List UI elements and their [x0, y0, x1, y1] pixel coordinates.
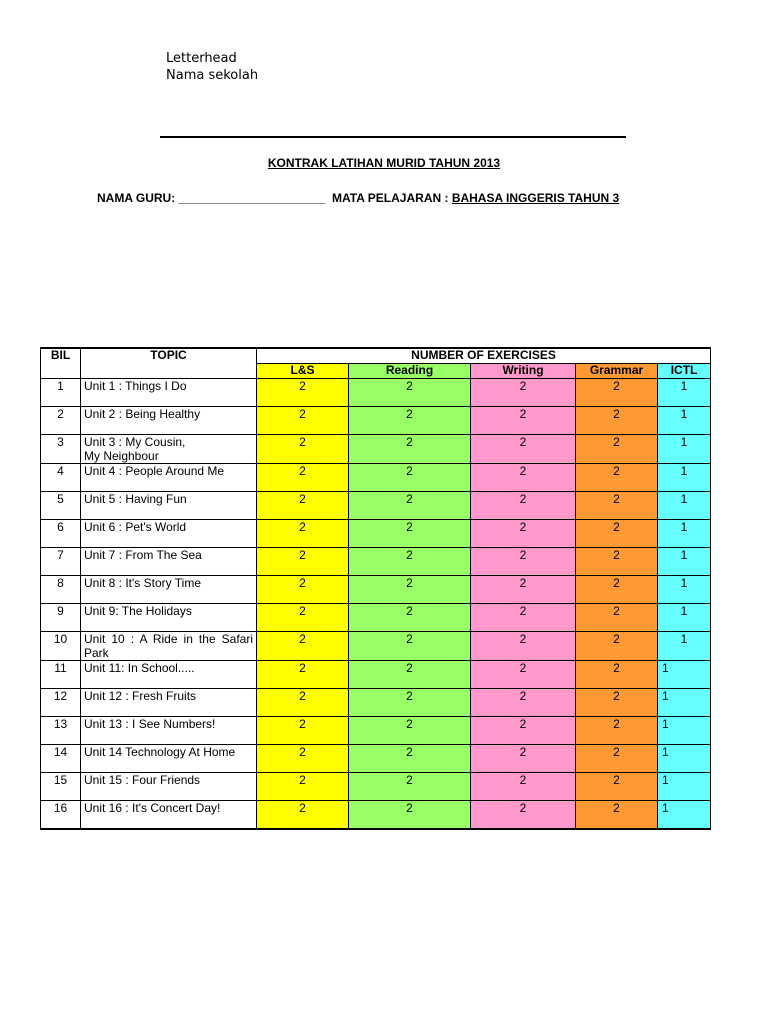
reading-count: 2	[349, 407, 471, 435]
table-row	[41, 689, 711, 717]
ictl-count: 1	[658, 632, 711, 661]
row-number: 7	[41, 548, 81, 576]
grammar-count: 2	[576, 379, 658, 407]
writing-count: 2	[471, 520, 576, 548]
row-number: 16	[41, 801, 81, 830]
row-number: 1	[41, 379, 81, 407]
topic-text: Unit 15 : Four Friends	[84, 773, 201, 787]
writing-count: 2	[471, 717, 576, 745]
table-row	[41, 604, 711, 632]
grammar-count: 2	[576, 745, 658, 773]
topic-text: Unit 14 Technology At Home	[84, 745, 236, 759]
header-number-of-exercises: NUMBER OF EXERCISES	[257, 348, 711, 364]
table-row	[41, 492, 711, 520]
topic-text: Unit 11: In School.....	[84, 661, 195, 675]
reading-count: 2	[349, 548, 471, 576]
writing-count: 2	[471, 689, 576, 717]
ls-count: 2	[257, 520, 349, 548]
grammar-count: 2	[576, 464, 658, 492]
row-topic	[81, 717, 257, 745]
table-row	[41, 773, 711, 801]
row-topic	[81, 492, 257, 520]
writing-count: 2	[471, 379, 576, 407]
grammar-count: 2	[576, 435, 658, 464]
reading-count: 2	[349, 661, 471, 689]
table-row	[41, 632, 711, 661]
row-topic	[81, 689, 257, 717]
table-row	[41, 407, 711, 435]
ictl-count: 1	[658, 520, 711, 548]
table-row	[41, 801, 711, 830]
grammar-count: 2	[576, 632, 658, 661]
reading-count: 2	[349, 689, 471, 717]
ls-count: 2	[257, 576, 349, 604]
writing-count: 2	[471, 576, 576, 604]
row-topic	[81, 548, 257, 576]
table-row	[41, 548, 711, 576]
school-name: Nama sekolah	[166, 68, 259, 83]
reading-count: 2	[349, 801, 471, 830]
grammar-count: 2	[576, 661, 658, 689]
grammar-count: 2	[576, 492, 658, 520]
ls-count: 2	[257, 407, 349, 435]
ictl-count: 1	[658, 464, 711, 492]
topic-text: Unit 9: The Holidays	[84, 604, 192, 618]
header-topic: TOPIC	[81, 348, 257, 379]
ictl-count: 1	[658, 661, 711, 689]
ls-count: 2	[257, 492, 349, 520]
ls-count: 2	[257, 604, 349, 632]
topic-text: Unit 12 : Fresh Fruits	[84, 689, 197, 703]
reading-count: 2	[349, 435, 471, 464]
row-number: 5	[41, 492, 81, 520]
row-number: 2	[41, 407, 81, 435]
row-topic	[81, 604, 257, 632]
writing-count: 2	[471, 407, 576, 435]
ictl-count: 1	[658, 548, 711, 576]
topic-text: Unit 5 : Having Fun	[84, 492, 187, 506]
row-topic	[81, 576, 257, 604]
grammar-count: 2	[576, 604, 658, 632]
row-number: 15	[41, 773, 81, 801]
grammar-count: 2	[576, 520, 658, 548]
reading-count: 2	[349, 520, 471, 548]
grammar-count: 2	[576, 576, 658, 604]
writing-count: 2	[471, 464, 576, 492]
row-number: 3	[41, 435, 81, 464]
table-body	[41, 379, 711, 830]
ls-count: 2	[257, 801, 349, 830]
table-row	[41, 661, 711, 689]
reading-count: 2	[349, 745, 471, 773]
ls-count: 2	[257, 379, 349, 407]
table-row	[41, 464, 711, 492]
topic-text: Unit 3 : My Cousin,	[84, 435, 186, 449]
ictl-count: 1	[658, 576, 711, 604]
document-title: KONTRAK LATIHAN MURID TAHUN 2013	[267, 156, 501, 170]
ictl-count: 1	[658, 745, 711, 773]
row-number: 8	[41, 576, 81, 604]
grammar-count: 2	[576, 717, 658, 745]
ls-count: 2	[257, 548, 349, 576]
row-topic	[81, 379, 257, 407]
writing-count: 2	[471, 632, 576, 661]
header-ls: L&S	[257, 364, 349, 379]
writing-count: 2	[471, 604, 576, 632]
ictl-count: 1	[658, 407, 711, 435]
row-number: 10	[41, 632, 81, 661]
grammar-count: 2	[576, 689, 658, 717]
reading-count: 2	[349, 604, 471, 632]
grammar-count: 2	[576, 407, 658, 435]
letterhead	[166, 50, 258, 84]
topic-text: Unit 10 : A Ride in the Safari Park	[84, 632, 253, 660]
table-row	[41, 435, 711, 464]
row-topic	[81, 520, 257, 548]
row-topic	[81, 745, 257, 773]
writing-count: 2	[471, 435, 576, 464]
reading-count: 2	[349, 632, 471, 661]
header-ictl: ICTL	[658, 364, 711, 379]
row-number: 4	[41, 464, 81, 492]
writing-count: 2	[471, 801, 576, 830]
ls-count: 2	[257, 435, 349, 464]
grammar-count: 2	[576, 801, 658, 830]
reading-count: 2	[349, 464, 471, 492]
ictl-count: 1	[658, 717, 711, 745]
subject-value: BAHASA INGGERIS TAHUN 3	[451, 191, 620, 205]
topic-text: Unit 8 : It's Story Time	[84, 576, 201, 590]
row-topic	[81, 632, 257, 661]
reading-count: 2	[349, 773, 471, 801]
row-number: 9	[41, 604, 81, 632]
header-divider	[160, 136, 626, 138]
ls-count: 2	[257, 661, 349, 689]
grammar-count: 2	[576, 773, 658, 801]
ictl-count: 1	[658, 689, 711, 717]
letterhead-label: Letterhead	[166, 51, 237, 66]
teacher-label: NAMA GURU: ______________________ MATA PELAJARAN :	[97, 191, 452, 205]
writing-count: 2	[471, 773, 576, 801]
reading-count: 2	[349, 492, 471, 520]
topic-text: Unit 4 : People Around Me	[84, 464, 225, 478]
row-number: 12	[41, 689, 81, 717]
topic-text: Unit 1 : Things I Do	[84, 379, 187, 393]
reading-count: 2	[349, 717, 471, 745]
table-row	[41, 379, 711, 407]
ls-count: 2	[257, 632, 349, 661]
row-number: 11	[41, 661, 81, 689]
table-row	[41, 520, 711, 548]
ictl-count: 1	[658, 435, 711, 464]
row-number: 14	[41, 745, 81, 773]
ls-count: 2	[257, 773, 349, 801]
row-topic	[81, 801, 257, 830]
topic-text: Unit 6 : Pet's World	[84, 520, 187, 534]
ictl-count: 1	[658, 492, 711, 520]
writing-count: 2	[471, 492, 576, 520]
topic-text: Unit 16 : It's Concert Day!	[84, 801, 221, 815]
row-topic	[81, 407, 257, 435]
topic-text: Unit 2 : Being Healthy	[84, 407, 201, 421]
row-number: 13	[41, 717, 81, 745]
ictl-count: 1	[658, 773, 711, 801]
ictl-count: 1	[658, 604, 711, 632]
header-grammar: Grammar	[576, 364, 658, 379]
writing-count: 2	[471, 745, 576, 773]
table-row	[41, 717, 711, 745]
writing-count: 2	[471, 661, 576, 689]
table-row	[41, 576, 711, 604]
ictl-count: 1	[658, 801, 711, 830]
row-topic	[81, 661, 257, 689]
reading-count: 2	[349, 576, 471, 604]
teacher-subject-line	[97, 191, 619, 205]
table-row	[41, 745, 711, 773]
header-bil: BIL	[41, 348, 81, 379]
writing-count: 2	[471, 548, 576, 576]
header-writing: Writing	[471, 364, 576, 379]
ls-count: 2	[257, 464, 349, 492]
ls-count: 2	[257, 745, 349, 773]
reading-count: 2	[349, 379, 471, 407]
row-number: 6	[41, 520, 81, 548]
ls-count: 2	[257, 689, 349, 717]
exercise-table	[40, 347, 711, 830]
topic-text-line2: My Neighbour	[84, 449, 159, 463]
row-topic	[81, 464, 257, 492]
grammar-count: 2	[576, 548, 658, 576]
topic-text: Unit 13 : I See Numbers!	[84, 717, 216, 731]
row-topic	[81, 773, 257, 801]
row-topic	[81, 435, 257, 464]
ls-count: 2	[257, 717, 349, 745]
ictl-count: 1	[658, 379, 711, 407]
header-reading: Reading	[349, 364, 471, 379]
topic-text: Unit 7 : From The Sea	[84, 548, 202, 562]
